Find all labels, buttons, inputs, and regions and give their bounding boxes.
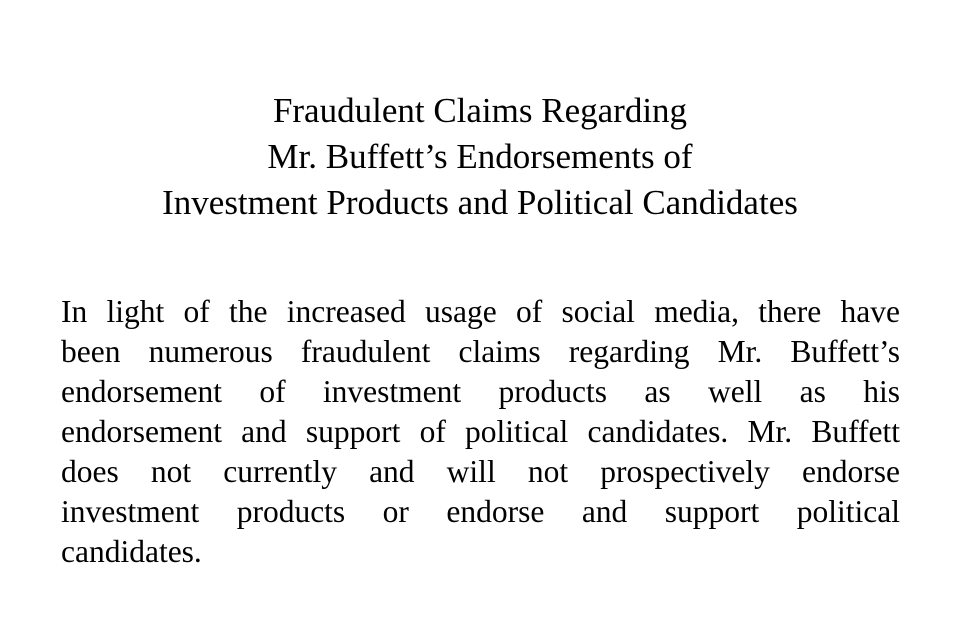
paragraph-line-2: been numerous fraudulent claims regarding Mr. Buffett’s — [61, 334, 900, 369]
paragraph-line-1: In light of the increased usage of social media, there have — [61, 294, 900, 329]
paragraph-line-4: endorsement and support of political candidates. Mr. Buffett — [61, 414, 900, 449]
paragraph-line-3: endorsement of investment products as well as his — [61, 374, 900, 409]
title-line-3: Investment Products and Political Candidates — [162, 183, 798, 222]
paragraph-line-7: candidates. — [61, 534, 202, 569]
body-paragraph — [61, 292, 900, 572]
title-line-1: Fraudulent Claims Regarding — [272, 91, 688, 130]
document-title — [0, 88, 960, 226]
title-line-2: Mr. Buffett’s Endorsements of — [267, 137, 693, 176]
paragraph-line-5: does not currently and will not prospectively endorse — [61, 454, 900, 489]
paragraph-line-6: investment products or endorse and support political — [61, 494, 900, 529]
